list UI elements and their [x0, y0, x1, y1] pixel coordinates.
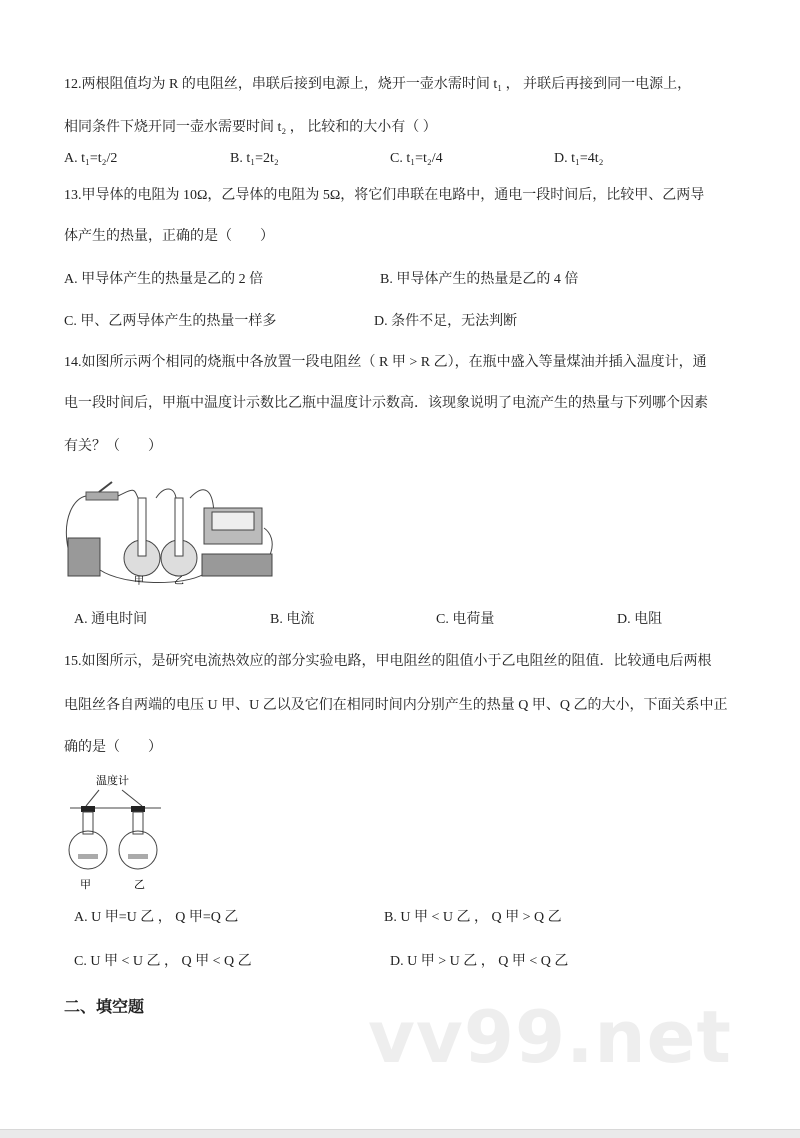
q15-line1: 15.如图所示，是研究电流热效应的部分实验电路，甲电阻丝的阻值小于乙电阻丝的阻值．比较通电后两根 — [64, 654, 712, 669]
q14-option-b: B. 电流 — [270, 612, 315, 627]
q15-option-a: A. U 甲=U 乙 ， Q 甲=Q 乙 — [74, 910, 239, 925]
q15-option-c: C. U 甲 < U 乙 ， Q 甲 < Q 乙 — [74, 954, 252, 969]
q13-option-a: A. 甲导体产生的热量是乙的 2 倍 — [64, 272, 264, 287]
q12-option-b: B. t₁=2t₂ — [230, 151, 279, 166]
q15-option-d: D. U 甲 > U 乙 ， Q 甲 < Q 乙 — [390, 954, 569, 969]
q14-option-a: A. 通电时间 — [74, 612, 148, 627]
figure-label-jia: 甲 — [134, 576, 144, 587]
q15-line2: 电阻丝各自两端的电压 U 甲、U 乙以及它们在相同时间内分别产生的热量 Q 甲、Q 乙的大小，下面关系中正 — [64, 698, 728, 713]
q14-option-d: D. 电阻 — [617, 612, 663, 627]
watermark: vv99.net — [368, 995, 732, 1079]
q12-option-a: A. t₁=t₂/2 — [64, 151, 118, 166]
q14-line1: 14.如图所示两个相同的烧瓶中各放置一段电阻丝（ R 甲 > R 乙），在瓶中盛入等量煤油并插入温度计，通 — [64, 355, 707, 370]
q13-line1: 13.甲导体的电阻为 10Ω，乙导体的电阻为 5Ω，将它们串联在电路中，通电一段时间后，比较甲、乙两导 — [64, 188, 705, 203]
figure-label-yi: 乙 — [174, 576, 184, 587]
q12-option-c: C. t₁=t₂/4 — [390, 151, 443, 166]
q13-line2: 体产生的热量，正确的是（ ） — [64, 229, 274, 244]
q14-option-c: C. 电荷量 — [436, 612, 495, 627]
q15-line3: 确的是（ ） — [64, 740, 162, 755]
figure-label-jia: 甲 — [80, 879, 91, 891]
q12-line1: 12.两根阻值均为 R 的电阻丝，串联后接到电源上，烧开一壶水需时间 t₁ ， 并联后再接到同一电源上， — [64, 77, 692, 92]
q13-option-d: D. 条件不足，无法判断 — [374, 314, 518, 329]
flask-figure — [64, 768, 174, 893]
thermometer-label: 温度计 — [96, 774, 129, 787]
q15-option-b: B. U 甲 < U 乙 ， Q 甲 > Q 乙 — [384, 910, 562, 925]
q13-option-c: C. 甲、乙两导体产生的热量一样多 — [64, 314, 277, 329]
section-heading: 二、填空题 — [64, 997, 145, 1016]
q12-option-d: D. t₁=4t₂ — [554, 151, 604, 166]
q13-option-b: B. 甲导体产生的热量是乙的 4 倍 — [380, 272, 579, 287]
q14-line2: 电一段时间后，甲瓶中温度计示数比乙瓶中温度计示数高．该现象说明了电流产生的热量与下列哪个因素 — [64, 396, 708, 411]
q12-line2: 相同条件下烧开同一壶水需要时间 t₂ ， 比较和的大小有（ ） — [64, 120, 437, 135]
figure-label-yi: 乙 — [134, 879, 145, 891]
q14-line3: 有关？（ ） — [64, 439, 162, 454]
circuit-figure — [64, 478, 284, 588]
